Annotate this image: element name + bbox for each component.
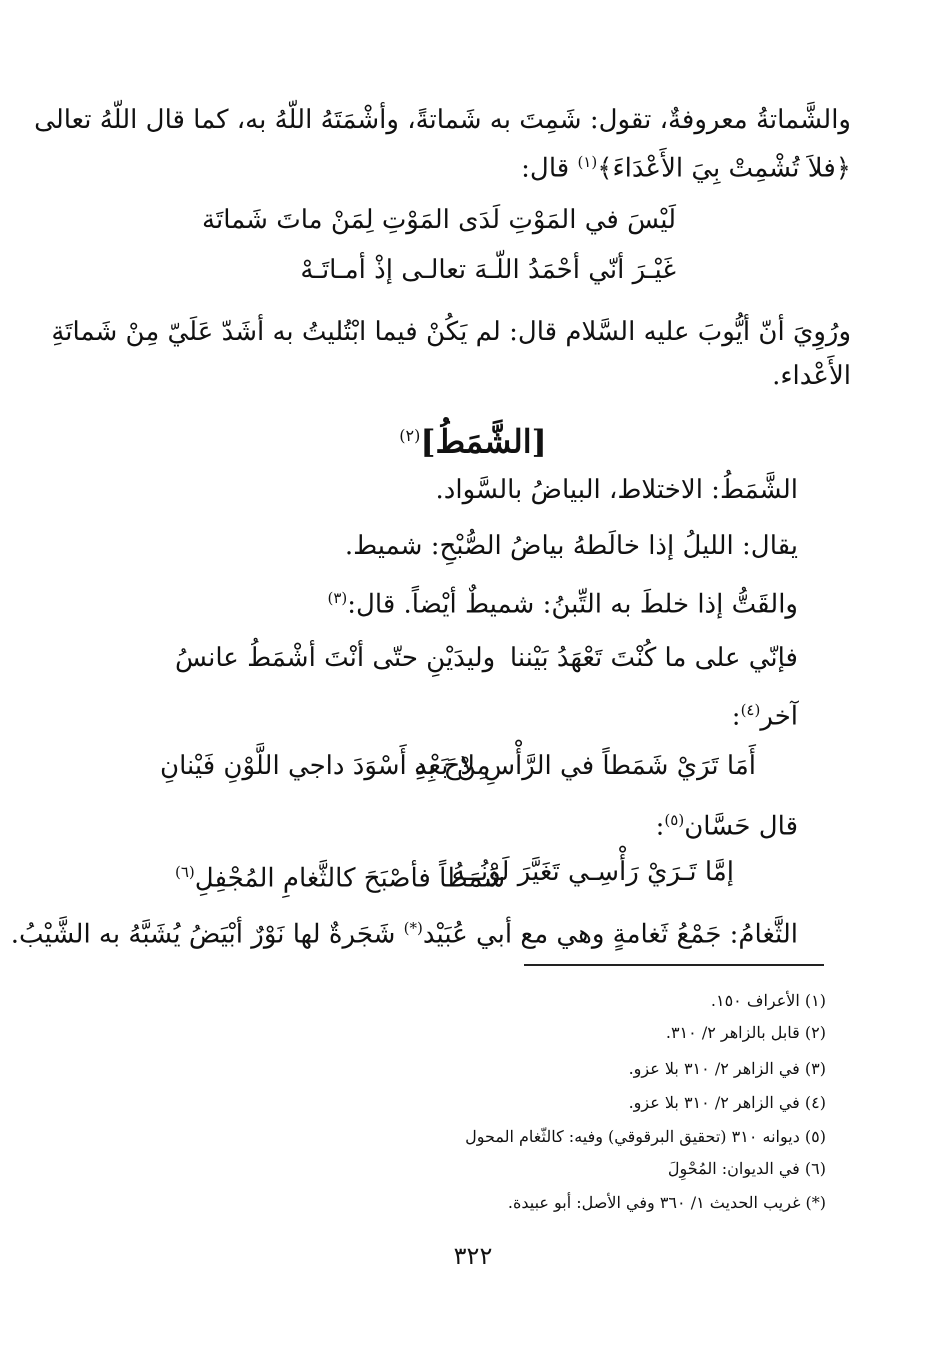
verse-hemistich-left: شَمَطاً فأصْبَحَ كالثَّغامِ المُجْفِلِ$^{(٦)}$ xyxy=(175,863,506,894)
footnote-ref: (١) xyxy=(577,153,598,171)
paragraph-line: ﴿فلاَ تُشْمِتْ بِيَ الأَعْدَاءَ﴾$^{(١)}$ قال: xyxy=(521,153,851,184)
footnote-ref: (٦) xyxy=(175,863,195,881)
footnote: (٢) قابل بالزاهر ٢/ ٣١٠. xyxy=(665,1023,826,1042)
footnote: (٥) ديوانه ٣١٠ (تحقيق البرقوقي) وفيه: كالثّغام المحول xyxy=(465,1127,826,1146)
footnote-ref: (*) xyxy=(403,919,423,937)
verse-hemistich-right: أَمَا تَرَيْ شَمَطاً في الرَّأْسِ لاحَ بِهِ xyxy=(414,751,756,781)
verse-line: لَيْسَ في المَوْتِ لَدَى المَوْتِ لِمَنْ ماتَ شَماتَة xyxy=(202,205,676,235)
footnote: (١) الأعراف ١٥٠. xyxy=(710,991,826,1010)
verse-hemistich-right: فإنّي على ما كُنْتَ تَعْهَدُ بَيْننا xyxy=(509,643,798,673)
paragraph-line: قال حَسَّان$^{(٥)}$: xyxy=(655,811,798,842)
paragraph-line: والشَّماتةُ معروفةٌ، تقول: شَمِتَ به شَماتةً، وأشْمَتَهُ اللّهُ به، كما قال اللّهُ تعالى xyxy=(34,105,851,135)
paragraph-line: ورُوِيَ أنّ أيُّوبَ عليه السَّلام قال: لم يَكُنْ فيما ابْتُليتُ به أشَدّ عَلَيّ مِنْ شَماتَةِ xyxy=(51,317,851,347)
verse-line: غَيْـرَ أنّي أحْمَدُ اللّـهَ تعالـى إذْ أمـاتَـهْ xyxy=(300,255,676,285)
paragraph-line: الأَعْداء. xyxy=(772,361,851,391)
quran-quote: ﴿فلاَ تُشْمِتْ بِيَ الأَعْدَاءَ﴾ xyxy=(597,153,851,184)
paragraph-line: والقَتُّ إذا خلطَ به التِّبنُ: شميطٌ أيْضاً. قال:$^{(٣)}$ xyxy=(327,589,798,620)
paragraph-line: الشَّمَطُ: الاختلاط، البياضُ بالسَّواد. xyxy=(435,475,798,505)
footnote: (*) غريب الحديث ١/ ٣٦٠ وفي الأصل: أبو عبيدة. xyxy=(507,1193,826,1212)
footnote: (٦) في الديوان: المُحْوِلَ xyxy=(667,1159,826,1178)
footnote-ref: (٢) xyxy=(399,426,421,445)
verse-hemistich-left: وليدَيْنِ حتّى أنْتَ أشْمَطُ عانسُ xyxy=(175,643,496,673)
footnote: (٣) في الزاهر ٢/ ٣١٠ بلا عزو. xyxy=(628,1059,826,1078)
paragraph-line: يقال: الليلُ إذا خالَطهُ بياضُ الصُّبْحِ: شميط. xyxy=(344,531,798,561)
footnote-ref: (٤) xyxy=(740,701,761,719)
footnote-separator xyxy=(524,964,824,966)
verse-hemistich-left: مِنْ بَعْدِ أَسْوَدَ داجي اللَّوْنِ فَيْنانِ xyxy=(160,751,491,781)
verse-hemistich-right: إمَّا تَـرَيْ رَأْسِـي تَغَيَّرَ لَوْنُــهُ xyxy=(451,857,734,887)
page-number: ٣٢٢ xyxy=(453,1242,493,1270)
footnote: (٤) في الزاهر ٢/ ٣١٠ بلا عزو. xyxy=(628,1093,826,1112)
paragraph-line: الثَّغامُ: جَمْعُ ثَغامةٍ وهي مع أبي عُبَيْد(*) شَجَرةٌ لها نَوْرٌ أبْيَضُ يُشَبَّهُ به الشَّيْبُ. xyxy=(10,919,798,950)
section-heading: [الشَّمَطُ]$^{(٢)}$ xyxy=(399,422,547,461)
paragraph-line: آخر$^{(٤)}$: xyxy=(731,701,798,732)
footnote-ref: (٥) xyxy=(664,811,685,829)
footnote-ref: (٣) xyxy=(327,589,348,607)
